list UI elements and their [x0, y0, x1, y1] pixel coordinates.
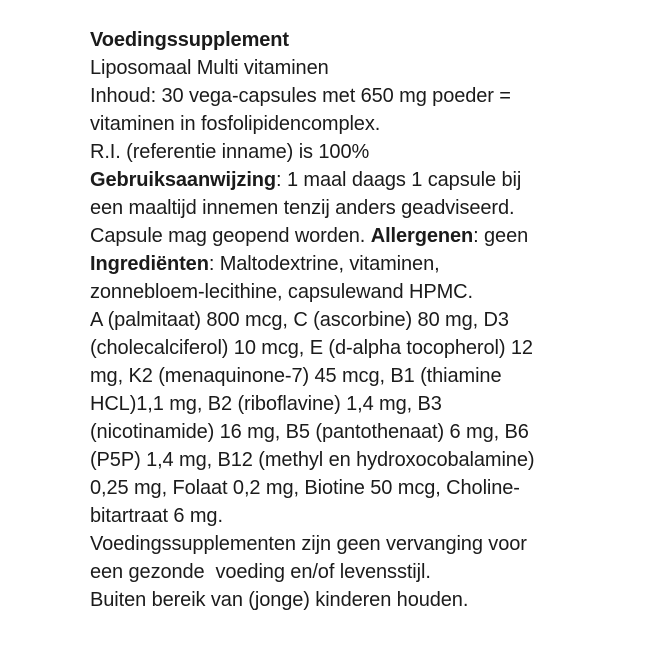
usage-line-1	[90, 166, 630, 194]
warning-text: Buiten bereik van (jonge) kinderen houden.	[90, 589, 469, 611]
contents-line-2	[90, 110, 630, 138]
disclaimer-line-2	[90, 558, 630, 586]
disclaimer-line-1	[90, 530, 630, 558]
product-name-line	[90, 54, 630, 82]
disclaimer-text: een gezonde voeding en/of levensstijl.	[90, 561, 431, 583]
usage-text: : 1 maal daags 1 capsule bij	[276, 169, 522, 191]
vitamins-line-4	[90, 390, 630, 418]
supplement-type-heading: Voedingssupplement	[90, 29, 289, 51]
ingredients-line-2	[90, 278, 630, 306]
vitamins-text: mg, K2 (menaquinone-7) 45 mcg, B1 (thiamine	[90, 365, 502, 387]
allergens-value: : geen	[473, 225, 529, 247]
vitamins-text: HCL)1,1 mg, B2 (riboflavine) 1,4 mg, B3	[90, 393, 442, 415]
warning-line	[90, 586, 630, 614]
ingredients-text: : Maltodextrine, vitaminen,	[208, 253, 440, 275]
vitamins-text: (nicotinamide) 16 mg, B5 (pantothenaat) 6 mg, B6	[90, 421, 529, 443]
vitamins-line-7	[90, 474, 630, 502]
contents-text: Inhoud: 30 vega-capsules met 650 mg poeder =	[90, 85, 511, 107]
vitamins-line-8	[90, 502, 630, 530]
contents-line-1	[90, 82, 630, 110]
product-name: Liposomaal Multi vitaminen	[90, 57, 329, 79]
vitamins-text: (cholecalciferol) 10 mcg, E (d-alpha tocopherol) 12	[90, 337, 533, 359]
vitamins-text: bitartraat 6 mg.	[90, 505, 223, 527]
vitamins-line-5	[90, 418, 630, 446]
ingredients-heading: Ingrediënten	[90, 253, 209, 275]
vitamins-text: A (palmitaat) 800 mcg, C (ascorbine) 80 mg, D3	[90, 309, 509, 331]
reference-intake-text: R.I. (referentie inname) is 100%	[90, 141, 370, 163]
usage-text: een maaltijd innemen tenzij anders geadviseerd.	[90, 197, 515, 219]
label-text-block	[90, 26, 630, 614]
vitamins-text: (P5P) 1,4 mg, B12 (methyl en hydroxocobalamine)	[90, 449, 535, 471]
ingredients-text: zonnebloem-lecithine, capsulewand HPMC.	[90, 281, 473, 303]
vitamins-line-3	[90, 362, 630, 390]
disclaimer-text: Voedingssupplementen zijn geen vervanging voor	[90, 533, 527, 555]
vitamins-line-2	[90, 334, 630, 362]
usage-line-2	[90, 194, 630, 222]
vitamins-line-6	[90, 446, 630, 474]
allergens-heading: Allergenen	[370, 225, 474, 247]
contents-text: vitaminen in fosfolipidencomplex.	[90, 113, 381, 135]
allergens-line	[90, 222, 630, 250]
heading-line	[90, 26, 630, 54]
ingredients-line-1	[90, 250, 630, 278]
usage-heading: Gebruiksaanwijzing	[90, 169, 277, 191]
reference-intake-line	[90, 138, 630, 166]
capsule-note-text: Capsule mag geopend worden.	[90, 225, 371, 247]
vitamins-text: 0,25 mg, Folaat 0,2 mg, Biotine 50 mcg, Choline-	[90, 477, 520, 499]
vitamins-line-1	[90, 306, 630, 334]
